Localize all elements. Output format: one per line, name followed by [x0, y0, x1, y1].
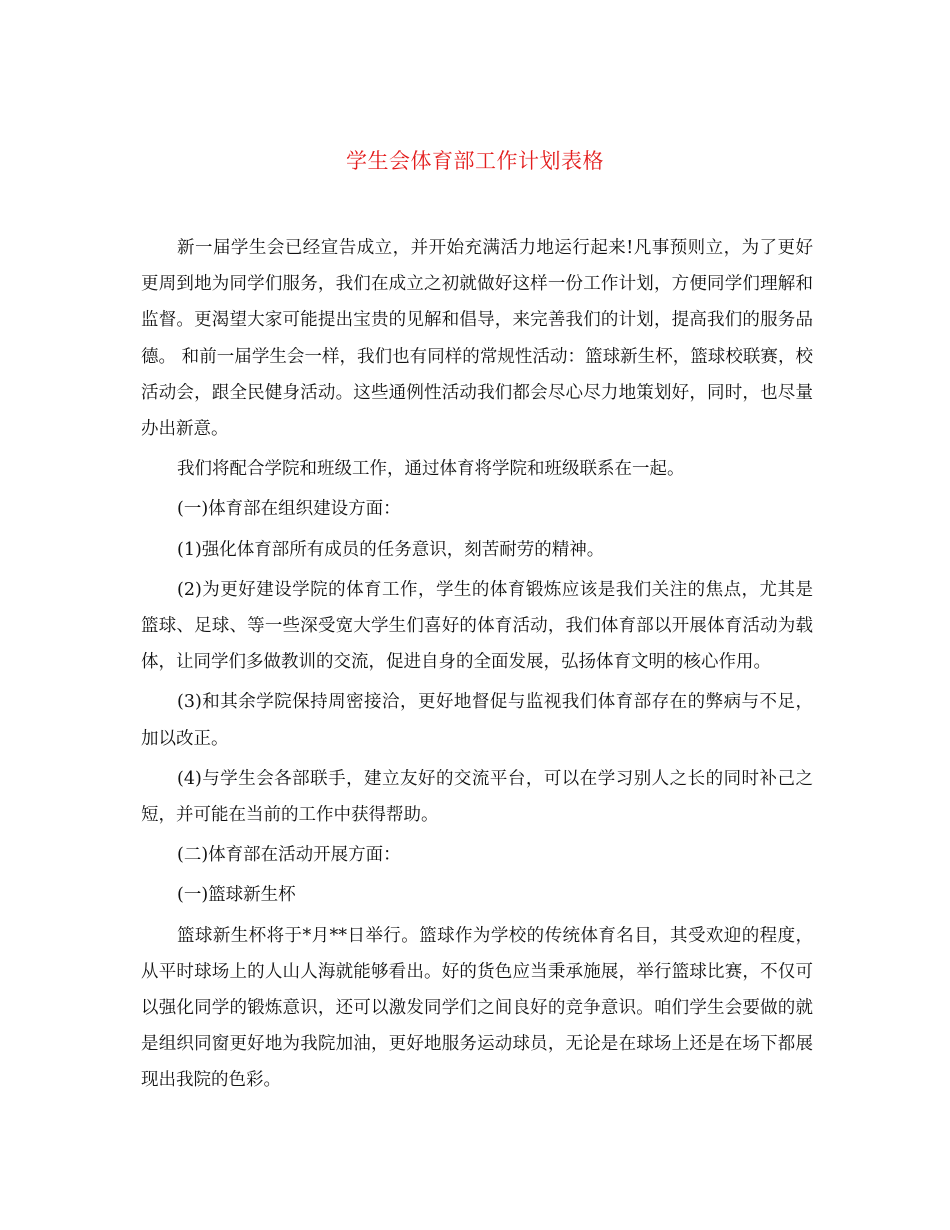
paragraph-cooperation: 我们将配合学院和班级工作，通过体育将学院和班级联系在一起。 [177, 459, 685, 480]
list-item-4: (4)与学生会各部联手，建立友好的交流平台，可以在学习别人之长的同时补己之短，并可能在当前的工作中获得帮助。 [141, 768, 813, 826]
list-item-3: (3)和其余学院保持周密接洽，更好地督促与监视我们体育部存在的弊病与不足，加以改正。 [141, 692, 813, 749]
heading-activities: (二)体育部在活动开展方面： [177, 845, 401, 866]
list-item-2: (2)为更好建设学院的体育工作，学生的体育锻炼应该是我们关注的焦点，尤其是篮球、足球、等一些深受宽大学生们喜好的体育活动，我们体育部以开展体育活动为载体，让同学们多做教训的交流，促进自身的全面发展，弘扬体育文明的核心作用。 [141, 579, 813, 673]
document-title: 学生会体育部工作计划表格 [346, 149, 604, 173]
list-item-1: (1)强化体育部所有成员的任务意识，刻苦耐劳的精神。 [177, 539, 605, 560]
paragraph-intro: 新一届学生会已经宣告成立，并开始充满活力地运行起来!凡事预则立，为了更好更周到地为同学们服务，我们在成立之初就做好这样一份工作计划，方便同学们理解和监督。更渴望大家可能提出宝贵的见解和倡导，来完善我们的计划，提高我们的服务品德。 和前一届学生会一样，我们也有同样的常规性活动：篮球新生杯，篮球校联赛，校活动会，跟全民健身活动。这些通例性活动我们都会尽心尽力地策划好，同时，也尽量办出新意。 [141, 238, 813, 440]
document-body [141, 230, 813, 1103]
subheading-freshman-cup: (一)篮球新生杯 [177, 885, 296, 906]
heading-organization: (一)体育部在组织建设方面： [177, 499, 401, 520]
paragraph-freshman-cup: 篮球新生杯将于*月**日举行。篮球作为学校的传统体育名目，其受欢迎的程度，从平时球场上的人山人海就能够看出。好的货色应当秉承施展，举行篮球比赛，不仅可以强化同学的锻炼意识，还可以激发同学们之间良好的竞争意识。咱们学生会要做的就是组织同窗更好地为我院加油，更好地服务运动球员，无论是在球场上还是在场下都展现出我院的色彩。 [141, 925, 813, 1091]
